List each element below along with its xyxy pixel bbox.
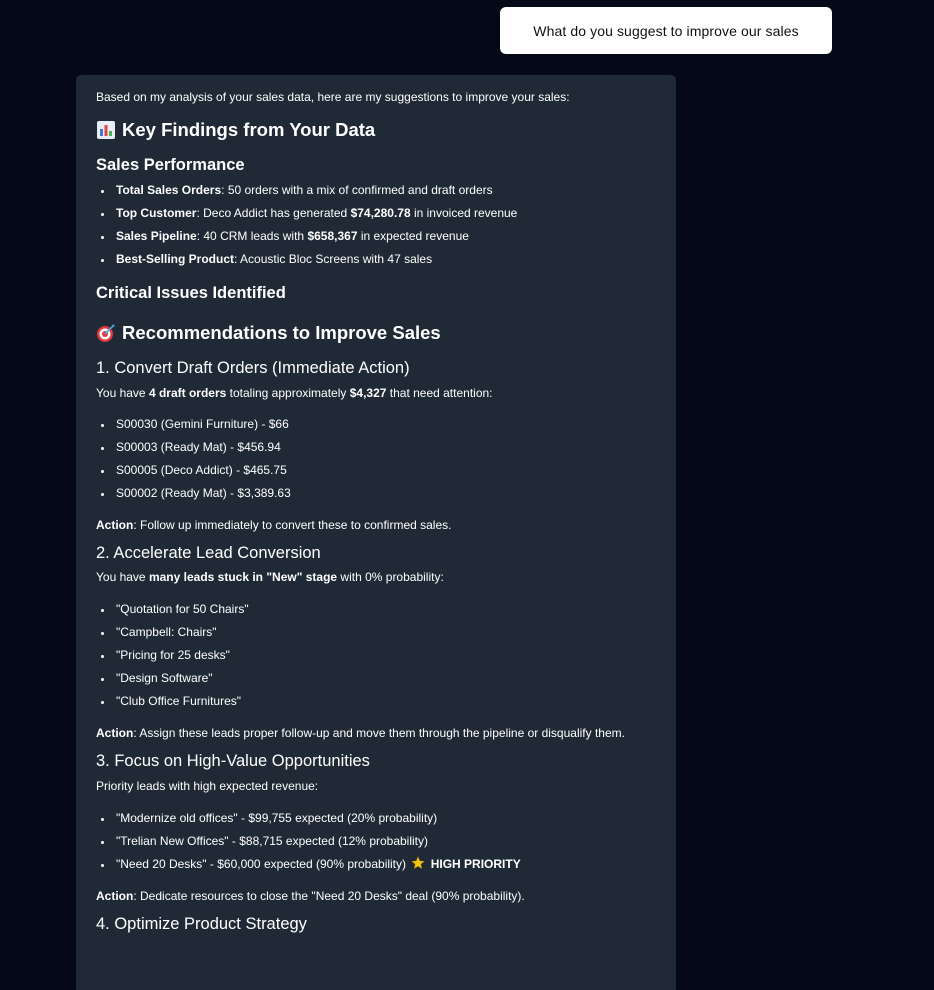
recommendation-1-action: Action: Follow up immediately to convert these to confirmed sales. bbox=[96, 518, 452, 532]
list-item: Best-Selling Product: Acoustic Bloc Screens with 47 sales bbox=[96, 251, 656, 268]
list-item: "Pricing for 25 desks" bbox=[96, 647, 656, 664]
recommendation-4-heading: 4. Optimize Product Strategy bbox=[96, 915, 307, 933]
list-item: "Modernize old offices" - $99,755 expected (20% probability) bbox=[96, 810, 656, 827]
list-item: "Design Software" bbox=[96, 670, 656, 687]
critical-issues-heading: Critical Issues Identified bbox=[96, 284, 286, 302]
list-item: "Trelian New Offices" - $88,715 expected (12% probability) bbox=[96, 833, 656, 850]
recommendation-3-intro: Priority leads with high expected revenue: bbox=[96, 779, 319, 793]
target-icon bbox=[96, 323, 116, 343]
recommendation-2-action: Action: Assign these leads proper follow-up and move them through the pipeline or disqualify them. bbox=[96, 726, 625, 740]
recommendation-3-heading: 3. Focus on High-Value Opportunities bbox=[96, 752, 370, 770]
recommendation-1-heading: 1. Convert Draft Orders (Immediate Action) bbox=[96, 359, 410, 377]
list-item: "Club Office Furnitures" bbox=[96, 693, 656, 710]
list-item: Total Sales Orders: 50 orders with a mix of confirmed and draft orders bbox=[96, 182, 656, 199]
sales-performance-list bbox=[96, 182, 656, 268]
key-findings-title: Key Findings from Your Data bbox=[122, 119, 376, 140]
response-intro: Based on my analysis of your sales data, here are my suggestions to improve your sales: bbox=[96, 90, 570, 104]
list-item: S00030 (Gemini Furniture) - $66 bbox=[96, 416, 656, 433]
recommendation-2-intro: You have many leads stuck in "New" stage with 0% probability: bbox=[96, 570, 444, 584]
sales-performance-heading: Sales Performance bbox=[96, 156, 245, 174]
stuck-leads-list bbox=[96, 601, 656, 710]
recommendations-title: Recommendations to Improve Sales bbox=[122, 322, 441, 343]
list-item: "Need 20 Desks" - $60,000 expected (90% probability) HIGH PRIORITY bbox=[96, 856, 656, 873]
recommendation-1-intro: You have 4 draft orders totaling approximately $4,327 that need attention: bbox=[96, 386, 493, 400]
list-item: Sales Pipeline: 40 CRM leads with $658,367 in expected revenue bbox=[96, 228, 656, 245]
recommendation-2-heading: 2. Accelerate Lead Conversion bbox=[96, 544, 321, 562]
assistant-response bbox=[76, 75, 676, 990]
user-message-text: What do you suggest to improve our sales bbox=[533, 22, 799, 39]
list-item: S00003 (Ready Mat) - $456.94 bbox=[96, 439, 656, 456]
priority-leads-list bbox=[96, 810, 656, 873]
list-item: S00005 (Deco Addict) - $465.75 bbox=[96, 462, 656, 479]
star-icon bbox=[411, 856, 425, 870]
key-findings-heading bbox=[96, 118, 656, 142]
draft-orders-list bbox=[96, 416, 656, 502]
recommendation-3-action: Action: Dedicate resources to close the "Need 20 Desks" deal (90% probability). bbox=[96, 889, 525, 903]
list-item: "Quotation for 50 Chairs" bbox=[96, 601, 656, 618]
list-item: S00002 (Ready Mat) - $3,389.63 bbox=[96, 485, 656, 502]
list-item: Top Customer: Deco Addict has generated $74,280.78 in invoiced revenue bbox=[96, 205, 656, 222]
user-message-bubble bbox=[500, 7, 832, 54]
recommendations-heading bbox=[96, 321, 656, 345]
bar-chart-icon bbox=[96, 120, 116, 140]
list-item: "Campbell: Chairs" bbox=[96, 624, 656, 641]
